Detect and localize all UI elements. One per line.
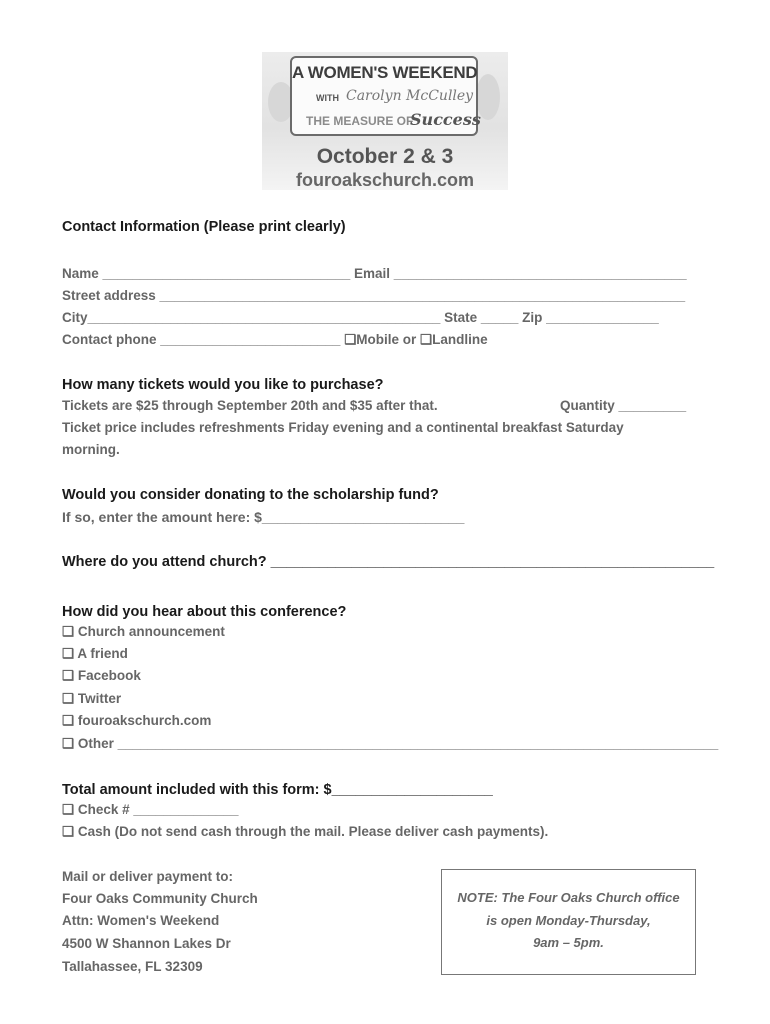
option-friend[interactable]: ❑ A friend [62,646,128,661]
mail-org: Four Oaks Community Church [62,891,258,906]
hear-question: How did you hear about this conference? [62,604,347,620]
banner-with: WITH [316,93,339,103]
total-amount-field[interactable]: Total amount included with this form: $____________________ [62,782,493,798]
option-other[interactable]: ❑ Other ________________________________________________________________________________ [62,736,719,751]
check-option[interactable]: ❑ Check # ______________ [62,802,239,817]
banner-measure: THE MEASURE OF [306,114,414,128]
tickets-includes: Ticket price includes refreshments Friday evening and a continental breakfast Saturday [62,420,624,435]
option-church-announcement[interactable]: ❑ Church announcement [62,624,225,639]
street-address-field[interactable]: Street address ______________________________________________________________________ [62,288,686,303]
name-email-field[interactable]: Name _________________________________ Email _______________________________________ [62,266,687,281]
tickets-pricing: Tickets are $25 through September 20th and $35 after that. [62,398,438,413]
banner-title-card [290,56,481,136]
city-state-zip-field[interactable]: City_______________________________________________ State _____ Zip _______________ [62,310,659,325]
note-line-3: 9am – 5pm. [533,935,604,950]
option-website[interactable]: ❑ fouroakschurch.com [62,713,212,728]
banner-success: Success [410,110,481,129]
contact-heading: Contact Information (Please print clearly) [62,219,346,235]
mail-heading: Mail or deliver payment to: [62,869,234,884]
note-line-2: is open Monday-Thursday, [486,913,651,928]
banner-website: fouroakschurch.com [295,170,475,190]
office-hours-note [441,869,696,975]
banner-title: A WOMEN'S WEEKEND [292,63,478,82]
donation-amount-field[interactable]: If so, enter the amount here: $__________________________ [62,509,465,525]
quantity-field[interactable]: Quantity _________ [560,398,687,413]
option-facebook[interactable]: ❑ Facebook [62,668,141,683]
tickets-question: How many tickets would you like to purchase? [62,377,384,393]
banner-speaker: Carolyn McCulley [346,88,474,104]
mail-street: 4500 W Shannon Lakes Dr [62,936,231,951]
note-line-1: NOTE: The Four Oaks Church office [457,890,680,905]
contact-phone-field[interactable]: Contact phone ________________________ ❑Mobile or ❑Landline [62,332,488,347]
option-twitter[interactable]: ❑ Twitter [62,691,122,706]
mail-attn: Attn: Women's Weekend [62,913,220,928]
mail-city: Tallahassee, FL 32309 [62,959,203,974]
tickets-includes-cont: morning. [62,442,120,457]
church-field[interactable]: Where do you attend church? _______________________________________________________ [62,554,715,570]
event-banner [262,52,508,190]
banner-dates: October 2 & 3 [316,145,454,168]
donation-question: Would you consider donating to the scholarship fund? [62,487,439,503]
cash-option[interactable]: ❑ Cash (Do not send cash through the mail. Please deliver cash payments). [62,824,549,839]
